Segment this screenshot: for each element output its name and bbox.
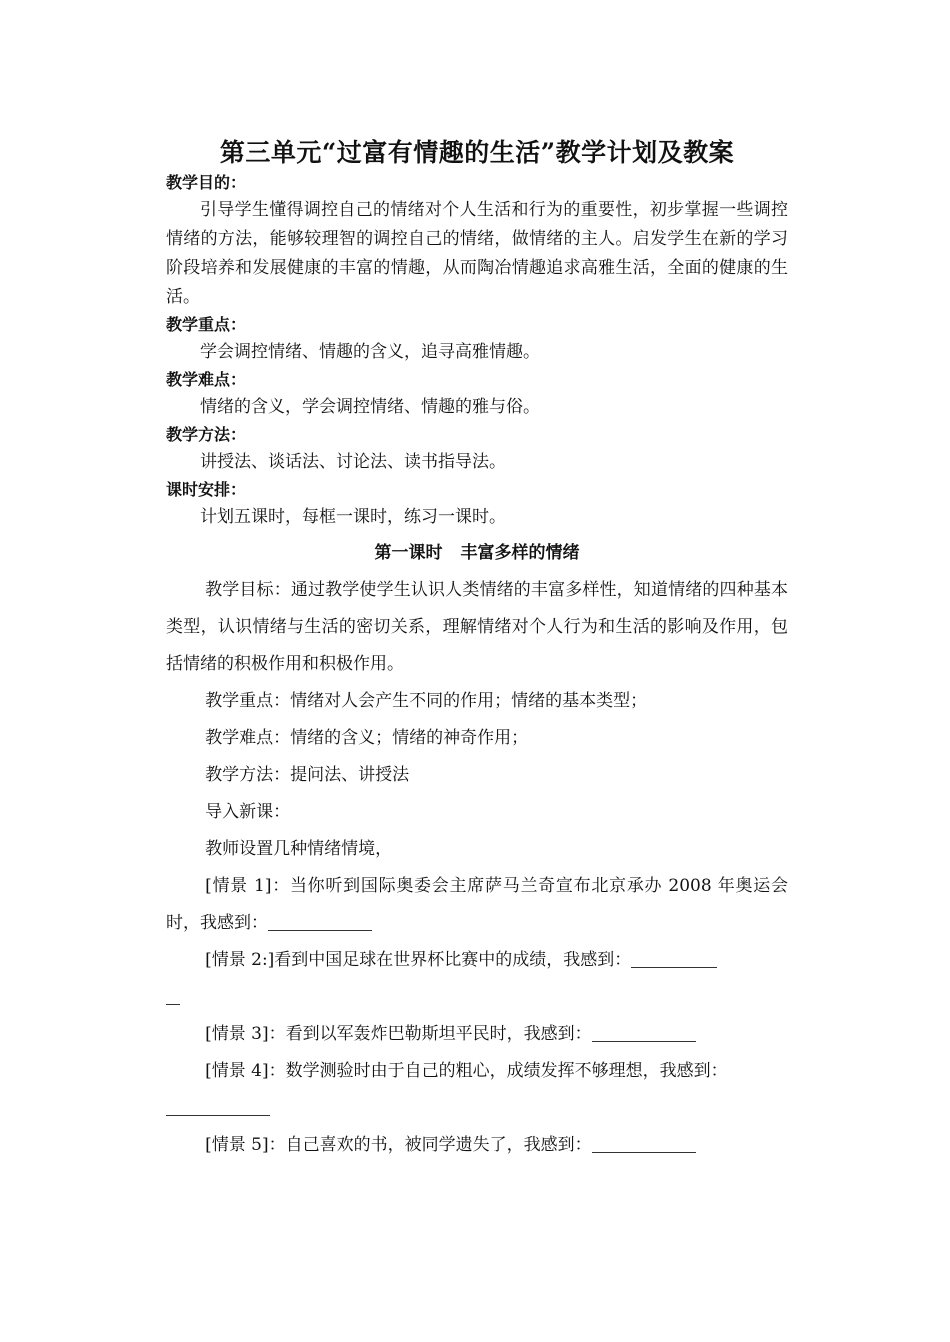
scene-item xyxy=(166,942,788,1016)
scene-text: [情景 3]：看到以军轰炸巴勒斯坦平民时，我感到： xyxy=(205,1024,592,1044)
lesson-key-points: 教学重点：情绪对人会产生不同的作用；情绪的基本类型； xyxy=(205,691,648,711)
answer-blank xyxy=(268,913,372,931)
scene-text: [情景 4]：数学测验时由于自己的粗心，成绩发挥不够理想，我感到： xyxy=(205,1061,728,1081)
section-methods xyxy=(166,422,788,477)
answer-blank-continued xyxy=(166,987,180,1005)
section-purpose xyxy=(166,170,788,312)
section-heading: 教学重点： xyxy=(166,315,247,334)
scene-text: [情景 1]：当你听到国际奥委会主席萨马兰奇宣布北京承办 2008 年奥运会时，我感到： xyxy=(166,876,788,933)
section-heading: 教学难点： xyxy=(166,370,247,389)
section-text: 计划五课时，每框一课时，练习一课时。 xyxy=(200,507,506,527)
section-heading: 教学方法： xyxy=(166,425,247,444)
scene-item xyxy=(166,868,788,942)
answer-blank xyxy=(592,1024,696,1042)
answer-blank xyxy=(631,950,717,968)
lesson-intro: 导入新课： xyxy=(205,802,291,822)
scene-item xyxy=(166,1127,788,1164)
section-text: 学会调控情绪、情趣的含义，追寻高雅情趣。 xyxy=(200,342,540,362)
section-schedule xyxy=(166,477,788,532)
lesson-title xyxy=(166,538,788,568)
lesson-objective: 教学目标：通过教学使学生认识人类情绪的丰富多样性，知道情绪的四种基本类型，认识情绪与生活的密切关系，理解情绪对个人行为和生活的影响及作用，包括情绪的积极作用和积极作用。 xyxy=(166,580,788,674)
section-key-points xyxy=(166,312,788,367)
scene-item xyxy=(166,1016,788,1053)
section-difficulties xyxy=(166,367,788,422)
answer-blank xyxy=(592,1135,696,1153)
scene-text: [情景 2:]看到中国足球在世界杯比赛中的成绩，我感到： xyxy=(205,950,632,970)
section-text: 引导学生懂得调控自己的情绪对个人生活和行为的重要性，初步掌握一些调控情绪的方法，能够较理智的调控自己的情绪，做情绪的主人。启发学生在新的学习阶段培养和发展健康的丰富的情趣，从而陶冶情趣追求高雅生活，全面的健康的生活。 xyxy=(166,200,788,307)
document-title: 第三单元“过富有情趣的生活”教学计划及教案 xyxy=(219,138,735,167)
lesson-difficulties: 教学难点：情绪的含义；情绪的神奇作用； xyxy=(205,728,529,748)
section-text: 情绪的含义，学会调控情绪、情趣的雅与俗。 xyxy=(200,397,540,417)
section-text: 讲授法、谈话法、讨论法、读书指导法。 xyxy=(200,452,506,472)
scene-text: [情景 5]：自己喜欢的书，被同学遗失了，我感到： xyxy=(205,1135,592,1155)
section-heading: 课时安排： xyxy=(166,480,247,499)
section-heading: 教学目的： xyxy=(166,173,247,192)
lesson-setup: 教师设置几种情绪情境， xyxy=(205,839,393,859)
lesson-number: 第一课时 xyxy=(374,543,443,563)
lesson-methods: 教学方法：提问法、讲授法 xyxy=(205,765,410,785)
scene-item xyxy=(166,1053,788,1127)
lesson-name: 丰富多样的情绪 xyxy=(460,543,580,563)
answer-blank xyxy=(166,1098,270,1116)
document-page xyxy=(166,136,788,1164)
